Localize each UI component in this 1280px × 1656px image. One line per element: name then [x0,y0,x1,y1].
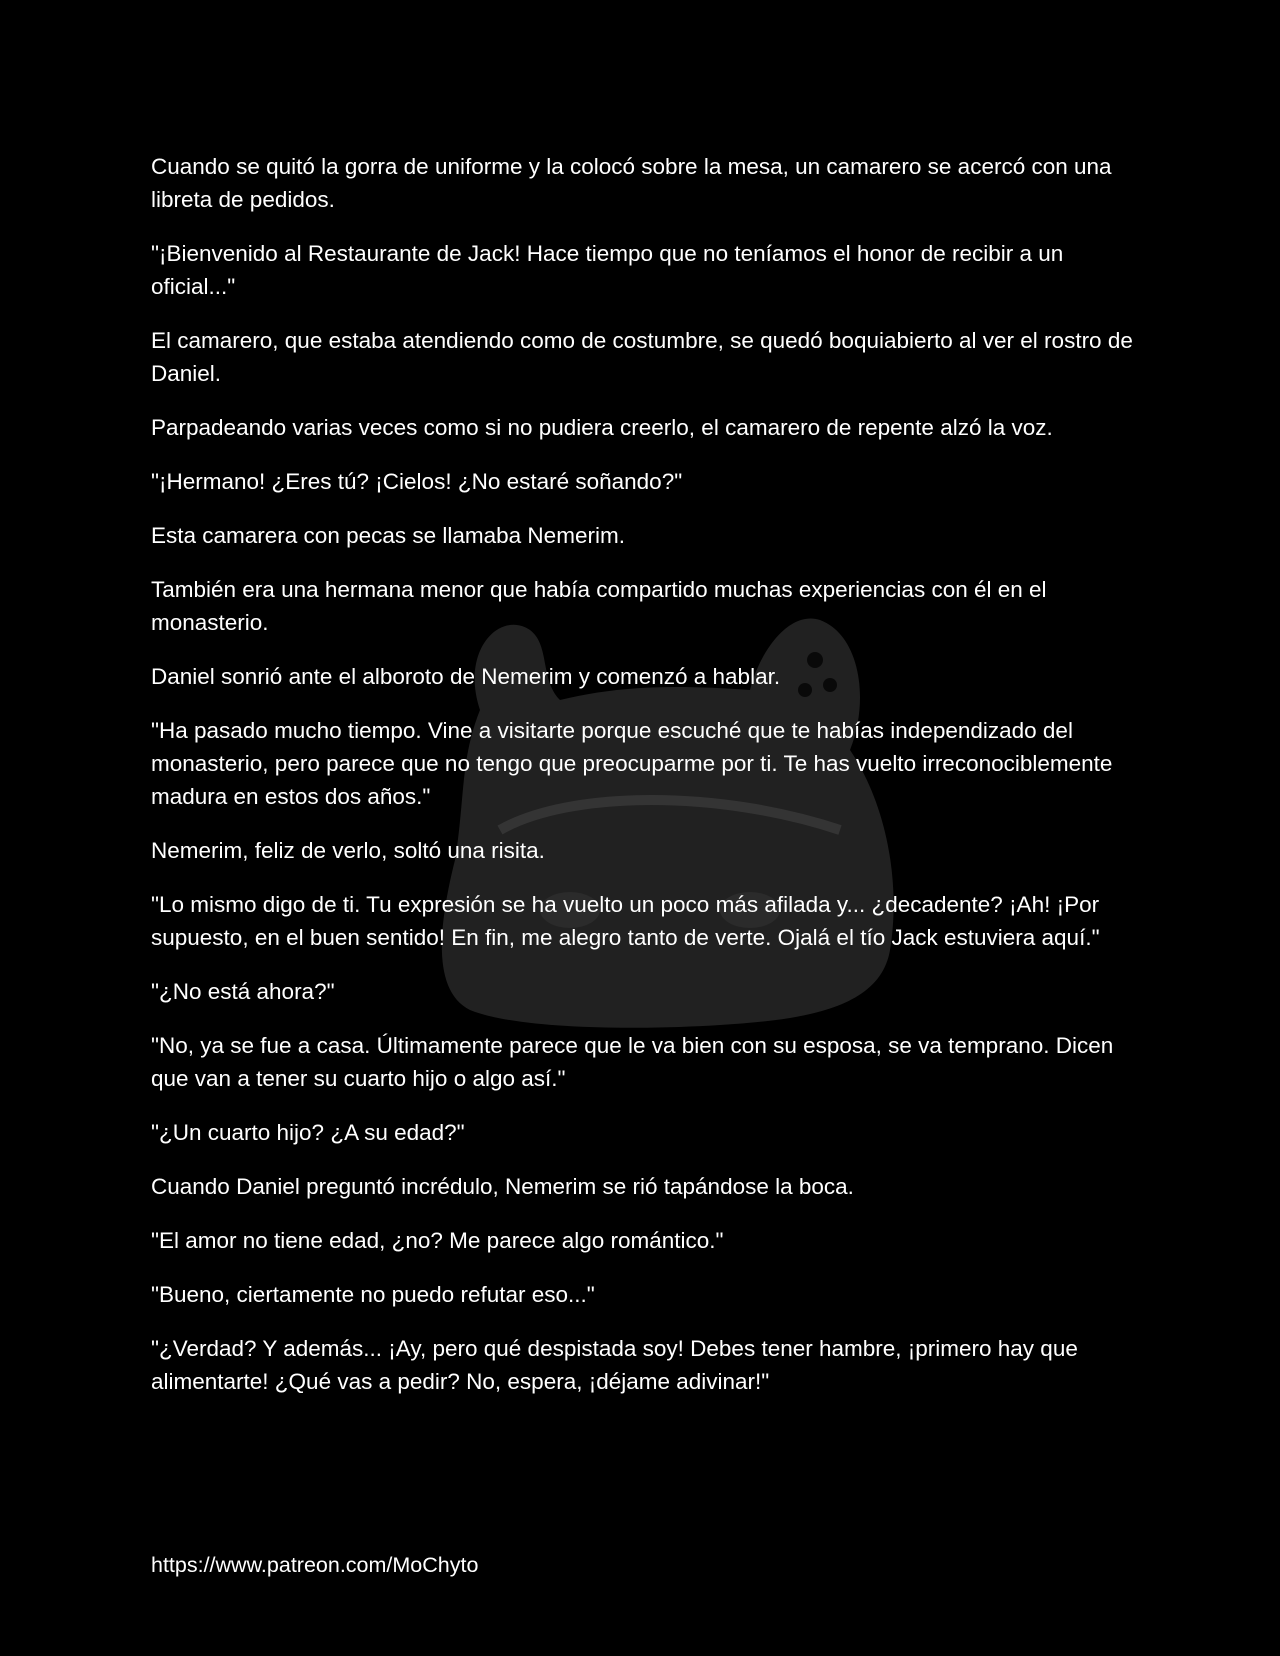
paragraph: El camarero, que estaba atendiendo como de costumbre, se quedó boquiabierto al ver el rostro de Daniel. [151,328,1133,386]
paragraph: "Bueno, ciertamente no puedo refutar eso..." [151,1282,595,1307]
paragraph: "¿Verdad? Y además... ¡Ay, pero qué despistada soy! Debes tener hambre, ¡primero hay que alimentarte! ¿Qué vas a pedir? No, espera, ¡déjame adivinar!" [151,1336,1078,1394]
paragraph: "El amor no tiene edad, ¿no? Me parece algo romántico." [151,1228,724,1253]
paragraph: Cuando se quitó la gorra de uniforme y la colocó sobre la mesa, un camarero se acercó con una libreta de pedidos. [151,154,1112,212]
paragraph: "No, ya se fue a casa. Últimamente parece que le va bien con su esposa, se va temprano. Dicen que van a tener su cuarto hijo o algo así." [151,1033,1114,1091]
paragraph: Esta camarera con pecas se llamaba Nemerim. [151,523,625,548]
paragraph: "Ha pasado mucho tiempo. Vine a visitarte porque escuché que te habías independizado del monasterio, pero parece que no tengo que preocuparme por ti. Te has vuelto irreconociblemente madura en estos dos años." [151,718,1113,809]
paragraph: Nemerim, feliz de verlo, soltó una risita. [151,838,545,863]
story-text [151,150,1141,1419]
paragraph: Cuando Daniel preguntó incrédulo, Nemerim se rió tapándose la boca. [151,1174,854,1199]
paragraph: "Lo mismo digo de ti. Tu expresión se ha vuelto un poco más afilada y... ¿decadente? ¡Ah! ¡Por supuesto, en el buen sentido! En fin, me alegro tanto de verte. Ojalá el tío Jack estuviera aquí." [151,892,1100,950]
paragraph: También era una hermana menor que había compartido muchas experiencias con él en el monasterio. [151,577,1047,635]
paragraph: "¿No está ahora?" [151,979,335,1004]
paragraph: Daniel sonrió ante el alboroto de Nemerim y comenzó a hablar. [151,664,781,689]
paragraph: Parpadeando varias veces como si no pudiera creerlo, el camarero de repente alzó la voz. [151,415,1053,440]
paragraph: "¡Hermano! ¿Eres tú? ¡Cielos! ¿No estaré soñando?" [151,469,683,494]
paragraph: "¡Bienvenido al Restaurante de Jack! Hace tiempo que no teníamos el honor de recibir a un oficial..." [151,241,1064,299]
patreon-link[interactable]: https://www.patreon.com/MoChyto [151,1553,479,1577]
paragraph: "¿Un cuarto hijo? ¿A su edad?" [151,1120,465,1145]
